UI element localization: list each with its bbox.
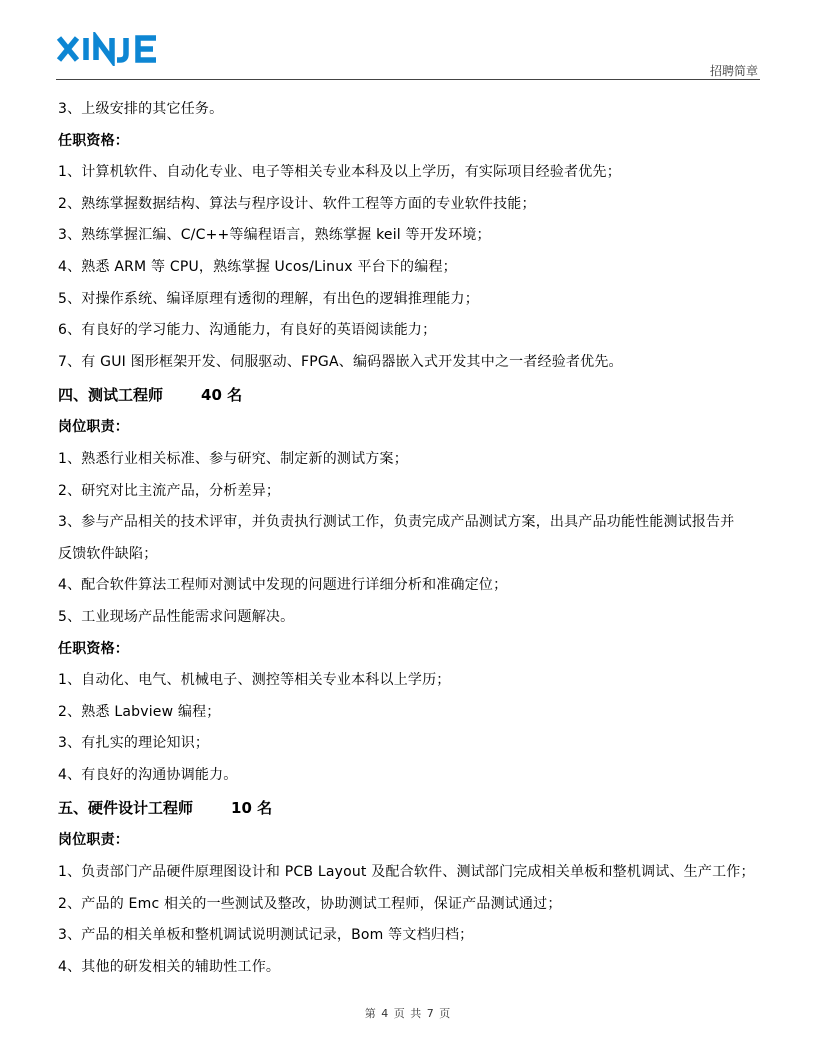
page-number: 第 4 页 共 7 页 (364, 1007, 452, 1020)
list-item: 6、有良好的学习能力、沟通能力，有良好的英语阅读能力； (58, 322, 437, 339)
list-item: 1、负责部门产品硬件原理图设计和 PCB Layout 及配合软件、测试部门完成相关单板和整机调试、生产工作； (58, 864, 755, 881)
list-item: 3、上级安排的其它任务。 (58, 101, 224, 117)
list-item: 4、其他的研发相关的辅助性工作。 (58, 958, 281, 975)
header-divider (56, 79, 760, 80)
section-heading (58, 378, 766, 412)
list-item: 4、配合软件算法工程师对测试中发现的问题进行详细分析和准确定位； (58, 577, 508, 594)
headcount-text: 40 名 (201, 386, 243, 405)
xinje-logo (56, 32, 168, 66)
subsection-label: 任职资格： (58, 132, 129, 149)
document-body (58, 94, 766, 983)
list-item: 5、对操作系统、编译原理有透彻的理解，有出色的逻辑推理能力； (58, 290, 479, 307)
list-item: 2、研究对比主流产品，分析差异； (58, 482, 281, 499)
list-item: 5、工业现场产品性能需求问题解决。 (58, 608, 295, 625)
list-item: 2、产品的 Emc 相关的一些测试及整改，协助测试工程师，保证产品测试通过； (58, 895, 562, 912)
list-item: 3、有扎实的理论知识； (58, 735, 210, 752)
list-item: 7、有 GUI 图形框架开发、伺服驱动、FPGA、编码器嵌入式开发其中之一者经验者优先。 (58, 353, 623, 370)
list-item: 1、熟悉行业相关标准、参与研究、制定新的测试方案； (58, 450, 408, 467)
list-item: 2、熟悉 Labview 编程； (58, 703, 221, 720)
list-item: 1、自动化、电气、机械电子、测控等相关专业本科以上学历； (58, 672, 451, 689)
list-item: 4、熟悉 ARM 等 CPU，熟练掌握 Ucos/Linux 平台下的编程； (58, 258, 457, 275)
list-item: 3、产品的相关单板和整机调试说明测试记录，Bom 等文档归档； (58, 927, 474, 944)
list-item: 4、有良好的沟通协调能力。 (58, 766, 238, 783)
list-item: 1、计算机软件、自动化专业、电子等相关专业本科及以上学历，有实际项目经验者优先； (58, 164, 621, 181)
subsection-label: 岗位职责： (58, 419, 129, 436)
list-item: 3、参与产品相关的技术评审，并负责执行测试工作，负责完成产品测试方案，出具产品功能性能测试报告并 (58, 514, 735, 531)
subsection-label: 岗位职责： (58, 832, 129, 849)
subsection-label: 任职资格： (58, 640, 129, 657)
headcount-text: 10 名 (231, 799, 273, 818)
section-title-text: 四、测试工程师 (58, 386, 164, 405)
list-item: 反馈软件缺陷； (58, 545, 158, 562)
section-heading (58, 791, 766, 825)
list-item: 2、熟练掌握数据结构、算法与程序设计、软件工程等方面的专业软件技能； (58, 195, 536, 212)
document-name: 招聘简章 (709, 64, 758, 78)
list-item: 3、熟练掌握汇编、C/C++等编程语言，熟练掌握 keil 等开发环境； (58, 227, 491, 244)
section-title-text: 五、硬件设计工程师 (58, 799, 194, 818)
